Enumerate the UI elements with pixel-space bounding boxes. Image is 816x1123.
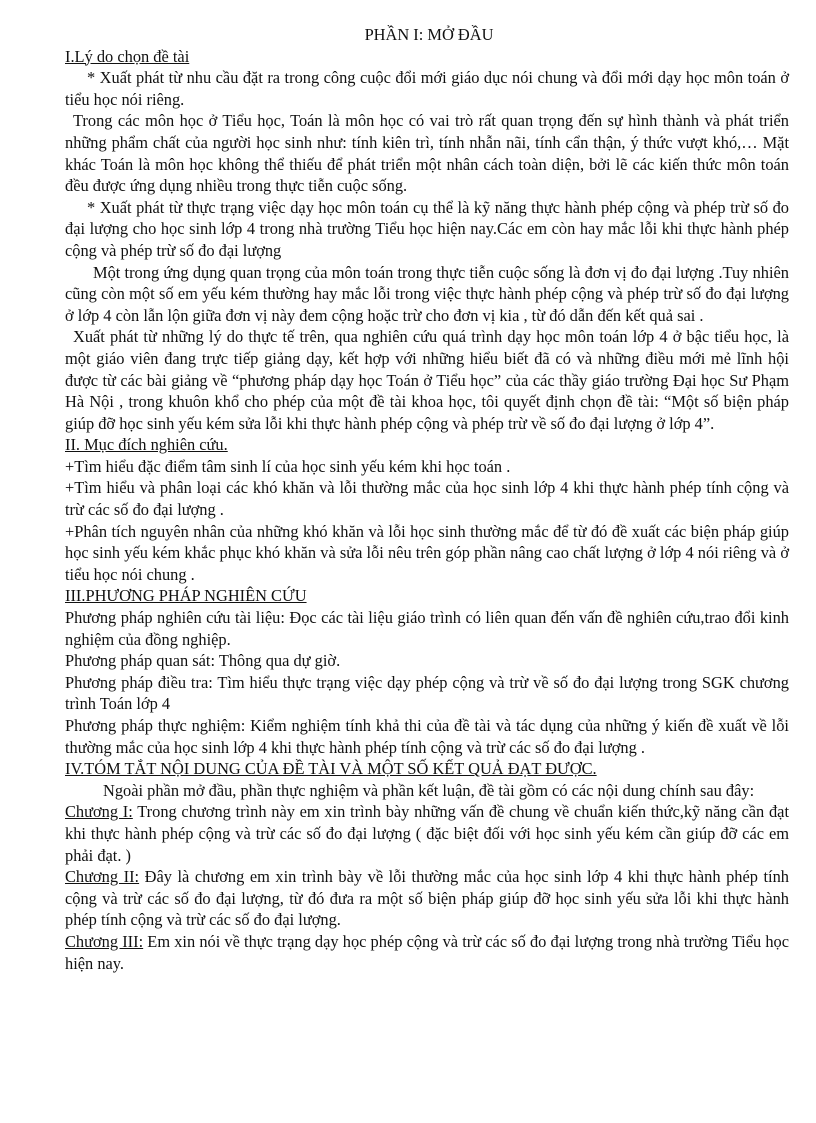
chapter-text: Đây là chương em xin trình bày về lỗi thường mắc của học sinh lớp 4 khi thực hành phép tính cộng và trừ các số đo đại lượng, từ đó đưa ra một số biện pháp giúp đỡ học sinh yếu sửa lỗi khi thực hành phép tính cộng và trừ các số đo đại lượng. [65, 867, 789, 930]
chapter-label: Chương III: [65, 931, 144, 951]
chapter-text: Trong chương trình này em xin trình bày những vấn đề chung về chuẩn kiến thức,kỹ năng cần đạt khi thực hành phép cộng và trừ các số đo đại lượng ( đặc biệt đối với học sinh yếu kém cần giúp đỡ các em phải đạt. ) [65, 802, 790, 865]
paragraph: * Xuất phát từ nhu cầu đặt ra trong công cuộc đổi mới giáo dục nói chung và đổi mới dạy học môn toán ở tiểu học nói riêng. [65, 68, 789, 109]
section-heading-1: I.Lý do chọn đề tài [65, 46, 190, 66]
section-heading-3: III.PHƯƠNG PHÁP NGHIÊN CỨU [65, 586, 307, 606]
paragraph: Phương pháp quan sát: Thông qua dự giờ. [65, 651, 341, 671]
chapter-summary-3 [65, 931, 789, 974]
chapter-label: Chương II: [65, 867, 140, 887]
paragraph: Một trong ứng dụng quan trọng của môn toán trong thực tiễn cuộc sống là đơn vị đo đại lượng .Tuy nhiên cũng còn một số em yếu kém thường hay mắc lỗi trong việc thực hành phép cộng và phép trừ số đo đại lượng ở lớp 4 còn lẫn lộn giữa đơn vị này đem cộng hoặc trừ cho đơn vị kia , từ đó dẫn đến kết quả sai . [65, 262, 789, 325]
paragraph: Xuất phát từ những lý do thực tế trên, qua nghiên cứu quá trình dạy học môn toán lớp 4 ở bậc tiểu học, là một giáo viên đang trực tiếp giảng dạy, kết hợp với những hiểu biết đã có và những điều mới mẻ lĩnh hội được từ các bài giảng về “phương pháp dạy học Toán ở Tiểu học” của các thầy giáo trường Đại học Sư Phạm Hà Nội , trong khuôn khổ cho phép của một đề tài khoa học, tôi quyết định chọn đề tài: “Một số biện pháp giúp đỡ học sinh yếu kém sửa lỗi khi thực hành phép cộng và phép trừ về số đo đại lượng ở lớp 4”. [65, 327, 789, 433]
paragraph: * Xuất phát từ thực trạng việc dạy học môn toán cụ thể là kỹ năng thực hành phép cộng và phép trừ số đo đại lượng cho học sinh lớp 4 trong nhà trường Tiểu học hiện nay.Các em còn hay mắc lỗi khi thực hành phép cộng và phép trừ số đo đại lượng [65, 197, 789, 260]
paragraph: Trong các môn học ở Tiểu học, Toán là môn học có vai trò rất quan trọng đến sự hình thành và phát triển những phẩm chất của người học sinh như: tính kiên trì, tính nhẫn nãi, tính cẩn thận, ý thức vượt khó,… Mặt khác Toán là môn học không thể thiếu để phát triển một nhân cách toàn diện, bởi lẽ các kiến thức môn toán đều được ứng dụng nhiều trong thực tiễn cuộc sống. [65, 111, 789, 196]
paragraph: Phương pháp nghiên cứu tài liệu: Đọc các tài liệu giáo trình có liên quan đến vấn đề nghiên cứu,trao đổi kinh nghiệm của đồng nghiệp. [65, 608, 789, 649]
paragraph: Phương pháp điều tra: Tìm hiểu thực trạng việc dạy phép cộng và trừ về số đo đại lượng trong SGK chương trình Toán lớp 4 [65, 672, 789, 714]
section-heading-4: IV.TÓM TẮT NỘI DUNG CỦA ĐỀ TÀI VÀ MỘT SỐ KẾT QUẢ ĐẠT ĐƯỢC. [65, 759, 597, 779]
section-heading-2: II. Mục đích nghiên cứu. [65, 435, 228, 455]
chapter-summary-2 [65, 866, 789, 931]
paragraph: +Tìm hiểu và phân loại các khó khăn và lỗi thường mắc của học sinh lớp 4 khi thực hành phép tính cộng và trừ các số đo đại lượng . [65, 478, 789, 520]
paragraph: +Tìm hiểu đặc điểm tâm sinh lí của học sinh yếu kém khi học toán . [65, 456, 511, 476]
chapter-summary-1 [65, 801, 789, 866]
paragraph: +Phân tích nguyên nhân của những khó khăn và lỗi học sinh thường mắc để từ đó đề xuất các biện pháp giúp học sinh yếu kém khắc phục khó khăn và sửa lỗi nêu trên góp phần nâng cao chất lượng ở lớp 4 nói riêng và ở tiểu học nói chung . [65, 521, 789, 584]
paragraph: Phương pháp thực nghiệm: Kiểm nghiệm tính khả thi của đề tài và tác dụng của những ý kiến đề xuất về lỗi thường mắc của học sinh lớp 4 khi thực hành phép tính cộng và trừ các số đo đại lượng . [65, 716, 789, 757]
document-body [65, 24, 789, 974]
chapter-text: Em xin nói về thực trạng dạy học phép cộng và trừ các số đo đại lượng trong nhà trường Tiểu học hiện nay. [65, 931, 789, 973]
paragraph: Ngoài phần mở đầu, phần thực nghiệm và phần kết luận, đề tài gồm có các nội dung chính sau đây: [103, 780, 755, 800]
chapter-label: Chương I: [65, 802, 133, 822]
page-title: PHẦN I: MỞ ĐẦU [364, 25, 494, 44]
